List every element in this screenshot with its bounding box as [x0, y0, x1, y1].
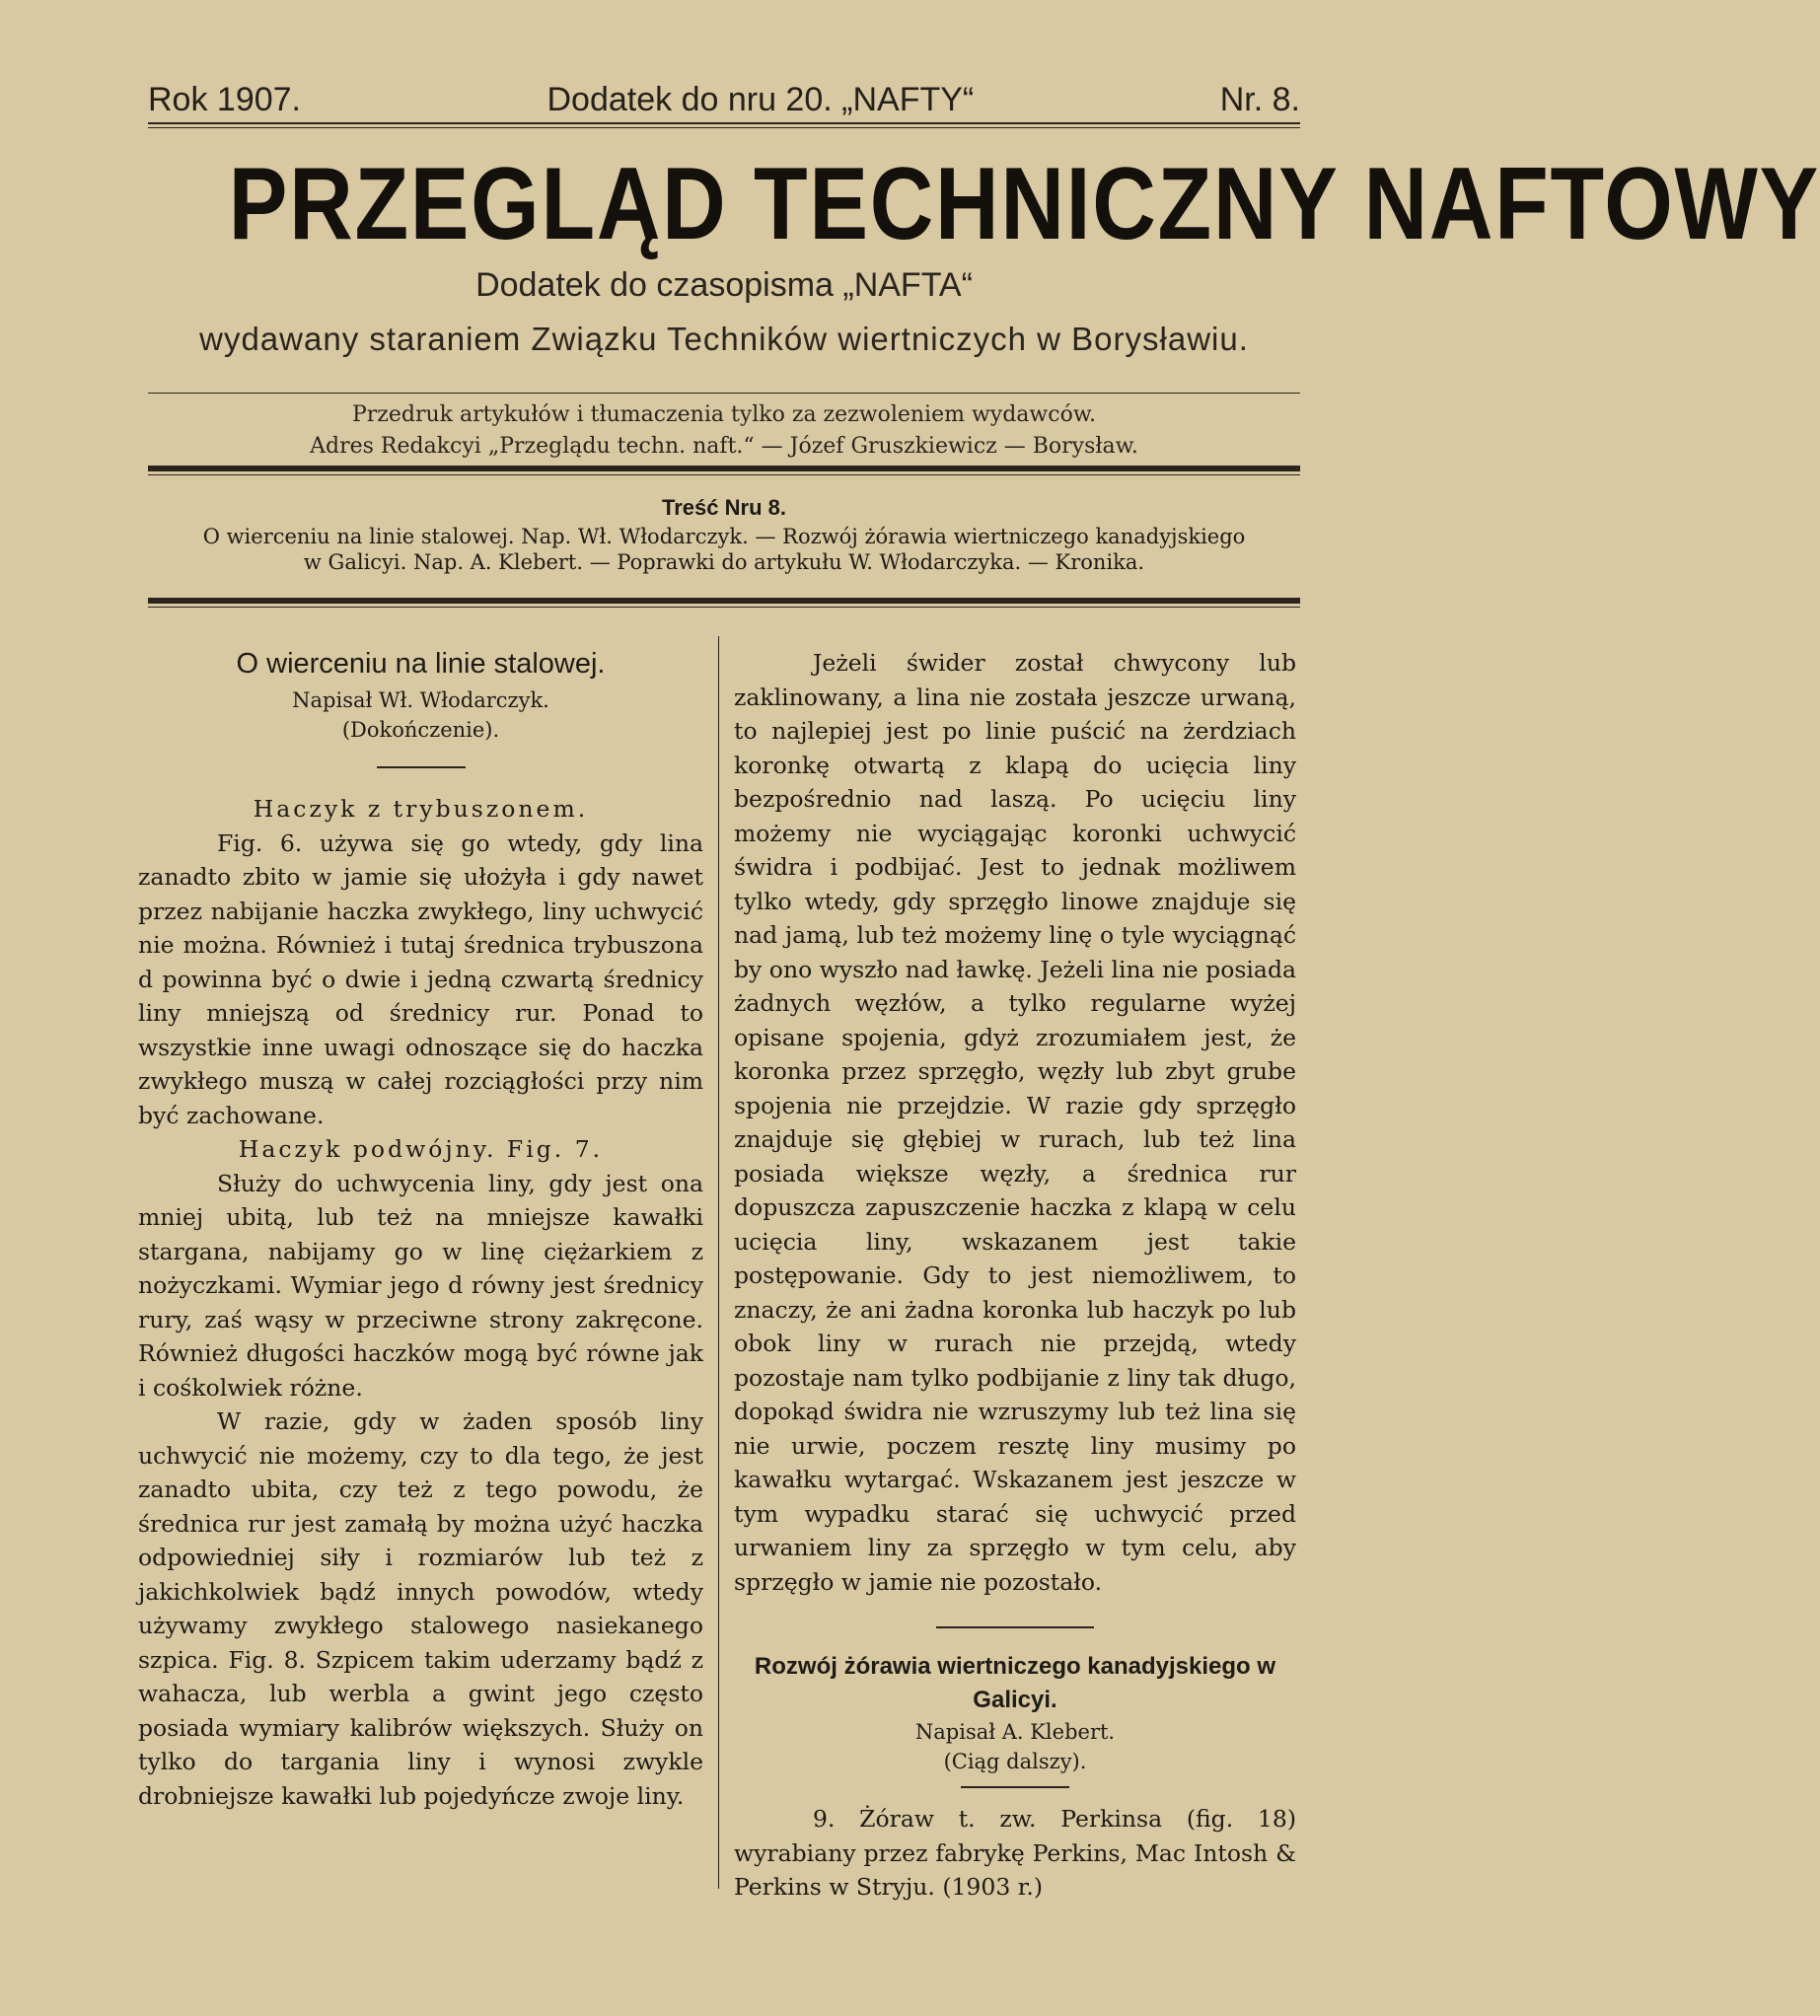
masthead-publisher-line: wydawany staraniem Związku Techników wiertniczych w Borysławiu. [199, 321, 1249, 357]
left-column [138, 646, 703, 1813]
section-heading: Haczyk z trybuszonem. [253, 795, 589, 823]
contents-heading: Treść Nru 8. [662, 495, 786, 520]
masthead-rule [148, 393, 1300, 394]
article-note: (Ciąg dalszy). [943, 1750, 1087, 1773]
paragraph: W razie, gdy w żaden sposób liny uchwycić nie możemy, czy to dla tego, że jest zanadto ubita, czy też z tego powodu, że średnica rur jest zamałą by można użyć haczka odpowiedniej siły i rozmiarów lub też z jakichkolwiek bądź innych powodów, wtedy używamy zwykłego stalowego nasiekanego szpica. Fig. 8. Szpicem takim uderzamy bądź z wahacza, lub werbla a gwint jego często posiada wymiary kalibrów większych. Służy on tylko do targania liny i wynosi zwykle drobniejsze kawałki lub pojedyńcze zwoje liny. [138, 1407, 703, 1810]
article-note: (Dokończenie). [341, 718, 500, 742]
masthead-title: PRZEGLĄD TECHNICZNY NAFTOWY [228, 147, 1820, 261]
article-title: Rozwój żórawia wiertniczego kanadyjskiego w Galicyi. [754, 1653, 1276, 1713]
editorial-address: Adres Redakcyi „Przeglądu techn. naft.“ — Józef Gruszkiewicz — Borysław. [310, 434, 1138, 459]
column-divider [718, 636, 719, 1889]
article-author: Napisał A. Klebert. [914, 1720, 1116, 1744]
notice-rule [148, 466, 1300, 471]
issue-number: Nr. 8. [1219, 81, 1300, 118]
issue-supplement: Dodatek do nru 20. „NAFTY“ [546, 81, 975, 118]
paragraph: Jeżeli świder został chwycony lub zaklinowany, a lina nie została jeszcze urwaną, to najlepiej jest po linie puścić na żerdziach koronkę otwartą z klapą do ucięcia liny bezpośrednio nad laszą. Po ucięciu liny możemy nie wyciągając koronki uchwycić świdra i podbijać. Jest to jednak możliwem tylko wtedy, gdy sprzęgło linowe znajduje się nad jamą, lub też możemy linę o tyle wyciągnąć by ono wyszło nad ławkę. Jeżeli lina nie posiada żadnych węzłów, a tylko regularne wyżej opisane spojenia, gdyż zrozumiałem jest, że koronka przez sprzęgło, węzły lub zbyt grube spojenia nie przejdzie. W razie gdy sprzęgło znajduje się głębiej w rurach, lub też lina posiada większe węzły, a średnica rur dopuszcza zapuszczenie haczka z klapą w celu ucięcia liny, wskazanem jest takie postępowanie. Gdy to jest niemożliwem, to znaczy, że ani żadna koronka lub haczyk po lub obok liny w rurach nie przejdą, wtedy pozostaje nam tylko podbijanie z liny tak długo, dopokąd świdra nie wzruszymy lub też lina się nie urwie, poczem resztę liny musimy po kawałku wytargać. Wskazanem jest jeszcze w tym wypadku starać się uchwycić przed urwaniem liny za sprzęgło w tym celu, aby sprzęgło w jamie nie pozostało. [734, 649, 1296, 1596]
issue-header [148, 81, 1300, 119]
section-heading: Haczyk podwójny. Fig. 7. [238, 1135, 604, 1163]
notice-rule-thin [148, 474, 1300, 475]
separator [377, 766, 466, 768]
contents-line: w Galicyi. Nap. A. Klebert. — Poprawki do artykułu W. Włodarczyka. — Kronika. [303, 550, 1145, 574]
separator [961, 1786, 1069, 1788]
separator [936, 1626, 1094, 1628]
contents-rule-thin [148, 607, 1300, 608]
paragraph: 9. Żóraw t. zw. Perkinsa (fig. 18) wyrabiany przez fabrykę Perkins, Mac Intosh & Perkins w Stryju. (1903 r.) [734, 1805, 1296, 1901]
masthead-subtitle: Dodatek do czasopisma „NAFTA“ [475, 266, 973, 304]
header-rule [148, 122, 1300, 124]
article-title: O wierceniu na linie stalowej. [236, 648, 606, 680]
reprint-notice: Przedruk artykułów i tłumaczenia tylko za zezwoleniem wydawców. [351, 402, 1097, 427]
article-author: Napisał Wł. Włodarczyk. [292, 688, 549, 712]
contents-rule [148, 598, 1300, 604]
paragraph: Służy do uchwycenia liny, gdy jest ona mniej ubitą, lub też na mniejsze kawałki stargana, nabijamy go w linę ciężarkiem z nożyczkami. Wymiar jego d równy jest średnicy rury, zaś wąsy w przeciwne strony zakręcone. Również długości haczków mogą być równe jak i cośkolwiek różne. [138, 1169, 703, 1402]
right-column [734, 646, 1296, 1905]
contents-line: O wierceniu na linie stalowej. Nap. Wł. Włodarczyk. — Rozwój żórawia wiertniczego kanadyjskiego [202, 525, 1246, 548]
issue-year: Rok 1907. [148, 81, 301, 118]
header-rule-2 [148, 127, 1300, 128]
paragraph: Fig. 6. używa się go wtedy, gdy lina zanadto zbito w jamie się ułożyła i gdy nawet przez nabijanie haczka zwykłego, liny uchwycić nie można. Również i tutaj średnica trybuszona d powinna być o dwie i jedną czwartą średnicy liny mniejszą od średnicy rur. Ponad to wszystkie inne uwagi odnoszące się do haczka zwykłego muszą w całej rozciągłości przy nim być zachowane. [138, 828, 703, 1129]
